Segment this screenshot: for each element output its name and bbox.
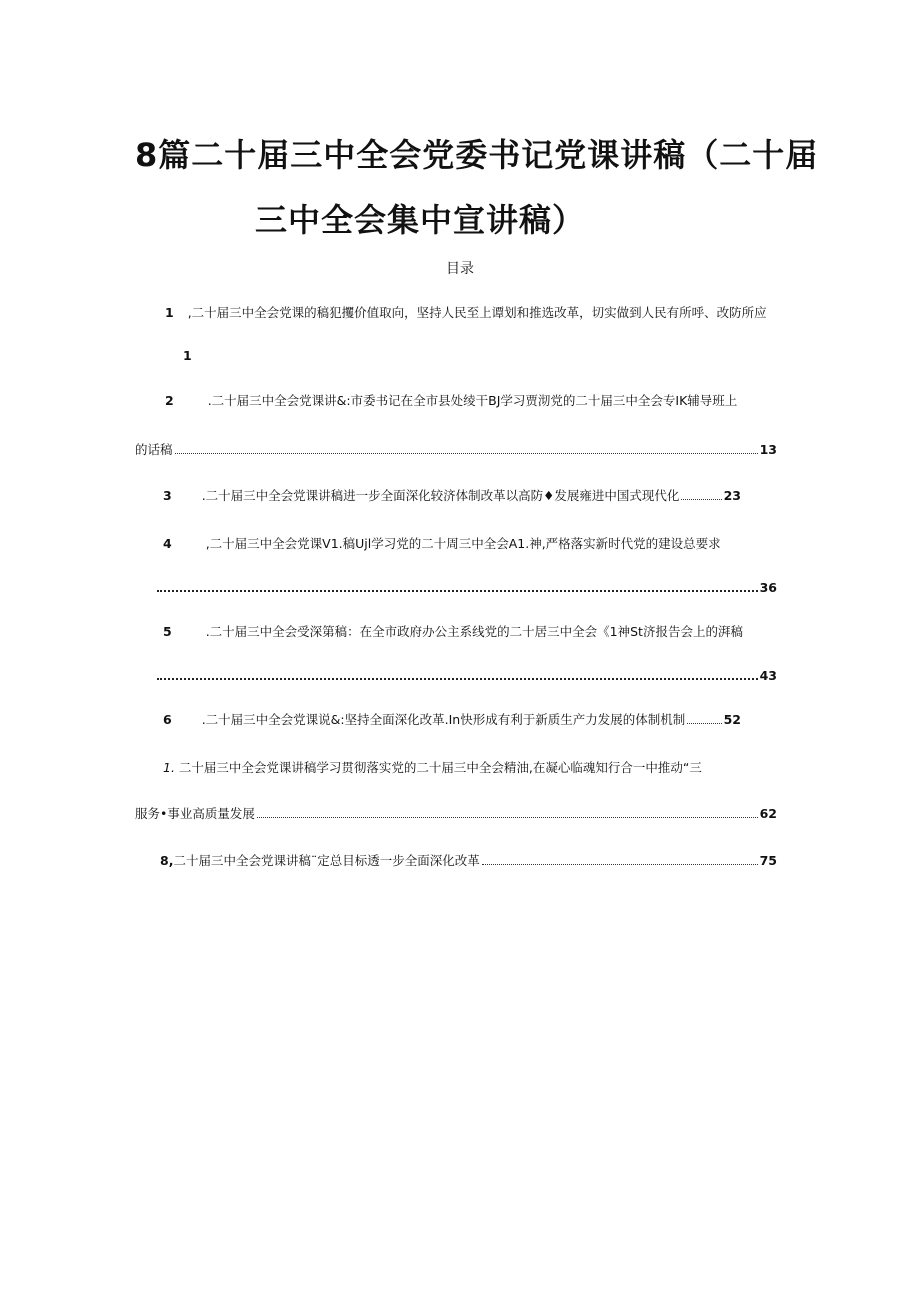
toc-entry-number: 5 [163, 624, 172, 639]
toc-entry-6[interactable] [163, 712, 741, 728]
toc-entry-1[interactable] [165, 305, 767, 321]
toc-entry-text: .二十届三中全会党课讲稿进一步全面深化较济体制改革以高防♦发展雍进中国式现代化 [201, 488, 680, 503]
toc-entry-number: 8, [160, 853, 174, 868]
toc-heading: 目录 [446, 261, 474, 277]
toc-entry-7-leader[interactable] [135, 806, 777, 822]
toc-entry-text: ,二十届三中全会党课V1.稿Ujl学习党的二十周三中全会A1.神,严格落实新时代党的建设总要求 [205, 536, 721, 551]
toc-entry-text: 二十届三中全会党课讲稿学习贯彻落实党的二十届三中全会精油,在凝心临魂知行合一中推动“三 [178, 760, 702, 775]
toc-entry-text: .二十届三中全会党课说&:坚持全面深化改革.In快形成有利于新质生产力发展的体制机制 [201, 712, 686, 727]
toc-page-number: 62 [759, 806, 777, 821]
toc-entry-1-page[interactable] [183, 348, 192, 364]
leader-dots [681, 498, 721, 500]
toc-entry-4-leader[interactable] [155, 580, 777, 596]
toc-entry-continuation: 的话稿 [135, 442, 173, 457]
toc-entry-2[interactable] [165, 393, 737, 409]
toc-entry-text: ,二十届三中全会党课的稿犯攫价值取向，坚持人民至上谭划和推选改革，切实做到人民有所呼、改防所应 [187, 305, 767, 320]
toc-entry-number: 3 [163, 488, 172, 503]
leader-dots [257, 816, 758, 818]
leader-dots [687, 722, 721, 724]
toc-page-number: 1 [183, 348, 192, 363]
toc-entry-5-leader[interactable] [155, 668, 777, 684]
document-title-line2: 三中全会集中宣讲稿） [255, 201, 586, 239]
toc-entry-5[interactable] [163, 624, 743, 640]
toc-page-number: 23 [723, 488, 741, 503]
toc-entry-8[interactable] [160, 853, 777, 869]
toc-entry-number: 1 [165, 305, 174, 320]
toc-entry-text: .二十届三中全会党课讲&:市委书记在全市县处绫干BJ学习贾沏党的二十届三中全会专IK辅导班上 [207, 393, 738, 408]
leader-dots [157, 589, 758, 592]
leader-dots [175, 452, 758, 454]
toc-page-number: 43 [759, 668, 777, 683]
toc-entry-4[interactable] [163, 536, 721, 552]
toc-entry-7[interactable] [163, 760, 702, 776]
toc-entry-number: 6 [163, 712, 172, 727]
leader-dots [157, 677, 758, 680]
toc-entry-3[interactable] [163, 488, 741, 504]
document-title-line1: 8篇二十届三中全会党委书记党课讲稿（二十届 [135, 136, 819, 174]
toc-entry-continuation: 服务•事业高质量发展 [135, 806, 255, 821]
toc-entry-2-leader[interactable] [135, 442, 777, 458]
toc-page-number: 52 [723, 712, 741, 727]
toc-page-number: 13 [759, 442, 777, 457]
toc-entry-text: .二十届三中全会受深第稿：在全市政府办公主系线党的二十居三中全会《1神St济报告会上的湃稿 [205, 624, 743, 639]
toc-entry-number: 2 [165, 393, 174, 408]
toc-entry-number: 4 [163, 536, 172, 551]
toc-page-number: 75 [759, 853, 777, 868]
toc-page-number: 36 [759, 580, 777, 595]
toc-entry-number: 1. [163, 760, 175, 775]
leader-dots [482, 863, 758, 865]
toc-entry-text: 二十届三中全会党课讲稿¨定总目标透一步全面深化改革 [173, 853, 480, 868]
